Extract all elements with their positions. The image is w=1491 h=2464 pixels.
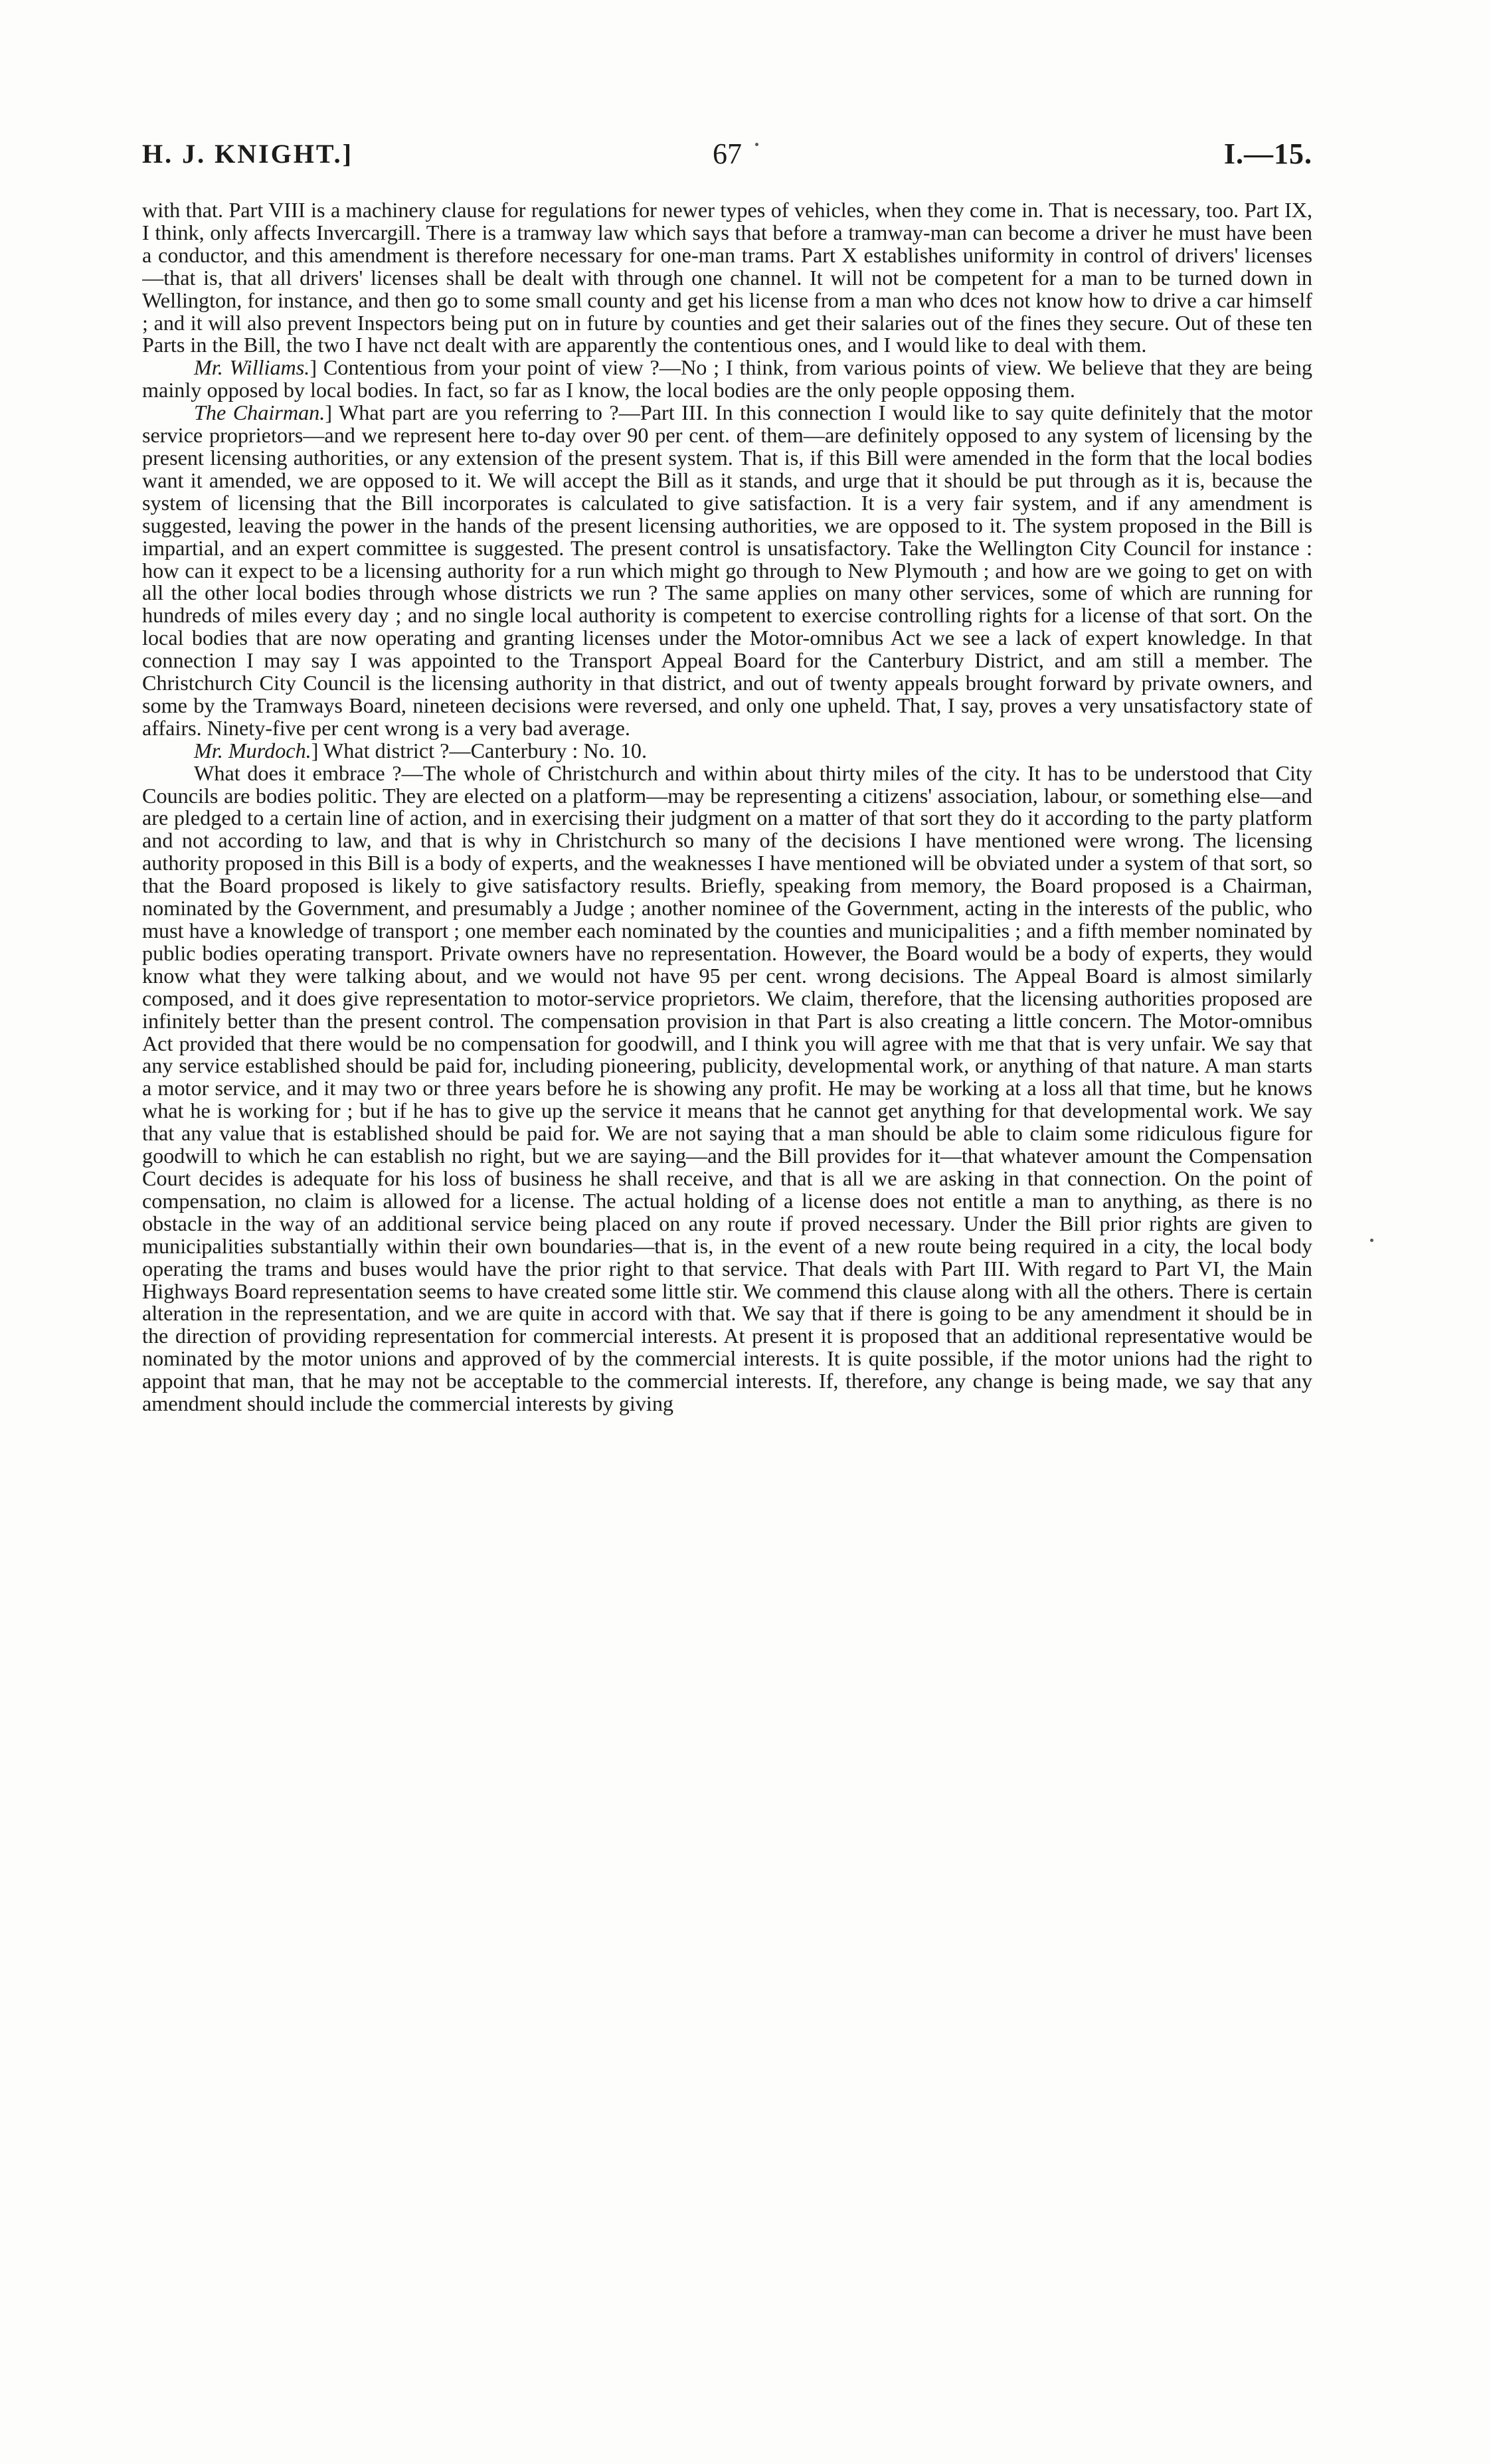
print-speck <box>1370 1239 1373 1242</box>
print-speck <box>755 143 758 146</box>
body-paragraph <box>142 402 1312 740</box>
speaker-name: Mr. Williams. <box>194 355 310 380</box>
speaker-name: Mr. Murdoch. <box>194 738 311 762</box>
body-paragraph <box>142 740 1312 762</box>
paragraph-text: What does it embrace ?—The whole of Christchurch and within about thirty miles of the city. It has to be understood that City Councils are bodies politic. They are elected on a platform—may be representing a citizens' association, labour, or something else—and are pledged to a certain line of action, and in exercising their judgment on a matter of that sort they do it according to the party platform and not according to law, and that is why in Christchurch so many of the decisions I have mentioned were wrong. The licensing authority proposed in this Bill is a body of experts, and the weaknesses I have mentioned will be obviated under a system of that sort, so that the Board proposed is likely to give satisfactory results. Briefly, speaking from memory, the Board proposed is a Chairman, nominated by the Government, and presumably a Judge ; another nominee of the Government, acting in the interests of the public, who must have a knowledge of transport ; one member each nominated by the counties and municipalities ; and a fifth member nominated by public bodies operating transport. Private owners have no representation. However, the Board would be a body of experts, they would know what they were talking about, and we would not have 95 per cent. wrong decisions. The Appeal Board is almost similarly composed, and it does give representation to motor-service proprietors. We claim, therefore, that the licensing authorities proposed are infinitely better than the present control. The compensation provision in that Part is also creating a little concern. The Motor-omnibus Act provided that there would be no compensation for goodwill, and I think you will agree with me that that is very unfair. We say that any service established should be paid for, including pioneering, publicity, developmental work, or anything of that nature. A man starts a motor service, and it may two or three years before he is showing any profit. He may be working at a loss all that time, but he knows what he is working for ; but if he has to give up the service it means that he cannot get anything for that developmental work. We say that any value that is established should be paid for. We are not saying that a man should be able to claim some ridiculous figure for goodwill to which he can establish no right, but we are saying—and the Bill provides for it—that whatever amount the Compensation Court decides is adequate for his loss of business he shall receive, and that is all we are asking in that connection. On the point of compensation, no claim is allowed for a license. The actual holding of a license does not entitle a man to anything, as there is no obstacle in the way of an additional service being placed on any route if proved necessary. Under the Bill prior rights are given to municipalities substantially within their own boundaries—that is, in the event of a new route being required in a city, the local body operating the trams and buses would have the prior right to that service. That deals with Part III. With regard to Part VI, the Main Highways Board representation seems to have created some little stir. We commend this clause along with all the others. There is certain alteration in the representation, and we are quite in accord with that. We say that if there is going to be any amendment it should be in the direction of providing representation for commercial interests. At present it is proposed that an additional representative would be nominated by the motor unions and approved of by the commercial interests. It is quite possible, if the motor unions had the right to appoint that man, that he may not be acceptable to the commercial interests. If, therefore, any change is being made, we say that any amendment should include the commercial interests by giving <box>142 760 1312 1416</box>
body-paragraph <box>142 762 1312 1415</box>
paragraph-text: Contentious from your point of view ?—No ; I think, from various points of view. We believe that they are being mainly opposed by local bodies. In fact, so far as I know, the local bodies are the only people opposing them. <box>142 355 1312 402</box>
page-header <box>142 137 1312 177</box>
paragraph-text: What part are you referring to ?—Part III. In this connection I would like to say quite definitely that the motor service proprietors—and we represent here to-day over 90 per cent. of them—are definitely opposed to any system of licensing by the present licensing authorities, or any extension of the present system. That is, if this Bill were amended in the form that the local bodies want it amended, we are opposed to it. We will accept the Bill as it stands, and urge that it should be put through as it is, because the system of licensing that the Bill incorporates is calculated to give satisfaction. It is a very fair system, and if any amendment is suggested, leaving the power in the hands of the present licensing authorities, we are opposed to it. The system proposed in the Bill is impartial, and an expert committee is suggested. The present control is unsatisfactory. Take the Wellington City Council for instance : how can it expect to be a licensing authority for a run which might go through to New Plymouth ; and how are we going to get on with all the other local bodies through whose districts we run ? The same applies on many other services, some of which are running for hundreds of miles every day ; and no single local authority is competent to exercise controlling rights for a license of that sort. On the local bodies that are now operating and granting licenses under the Motor-omnibus Act we see a lack of expert knowledge. In that connection I may say I was appointed to the Transport Appeal Board for the Canterbury District, and am still a member. The Christchurch City Council is the licensing authority in that district, and out of twenty appeals brought forward by private owners, and some by the Tramways Board, nineteen decisions were reversed, and only one upheld. That, I say, proves a very unsatisfactory state of affairs. Ninety-five per cent wrong is a very bad average. <box>142 400 1312 740</box>
body-paragraph <box>142 357 1312 402</box>
speaker-bracket: ] <box>311 738 319 762</box>
paper-reference: I.—15. <box>1223 137 1312 170</box>
page-number: 67 <box>713 137 742 170</box>
body-paragraph <box>142 199 1312 357</box>
paragraph-text: with that. Part VIII is a machinery clause for regulations for newer types of vehicles, when they come in. That is necessary, too. Part IX, I think, only affects Invercargill. There is a tramway law which says that before a tramway-man can become a driver he must have been a conductor, and this amendment is therefore necessary for one-man trams. Part X establishes uniformity in control of drivers' licenses—that is, that all drivers' licenses shall be dealt with through one channel. It will not be competent for a man to be turned down in Wellington, for instance, and then go to some small county and get his license from a man who dces not know how to drive a car himself ; and it will also prevent Inspectors being put on in future by counties and get their salaries out of the fines they secure. Out of these ten Parts in the Bill, the two I have nct dealt with are apparently the contentious ones, and I would like to deal with them. <box>142 199 1312 357</box>
document-body <box>142 199 1312 2311</box>
header-witness-name: H. J. KNIGHT.] <box>142 139 353 169</box>
speaker-bracket: ] <box>325 400 333 425</box>
speaker-name: The Chairman. <box>194 400 325 425</box>
speaker-bracket: ] <box>309 355 317 380</box>
paragraph-text: What district ?—Canterbury : No. 10. <box>318 738 648 762</box>
